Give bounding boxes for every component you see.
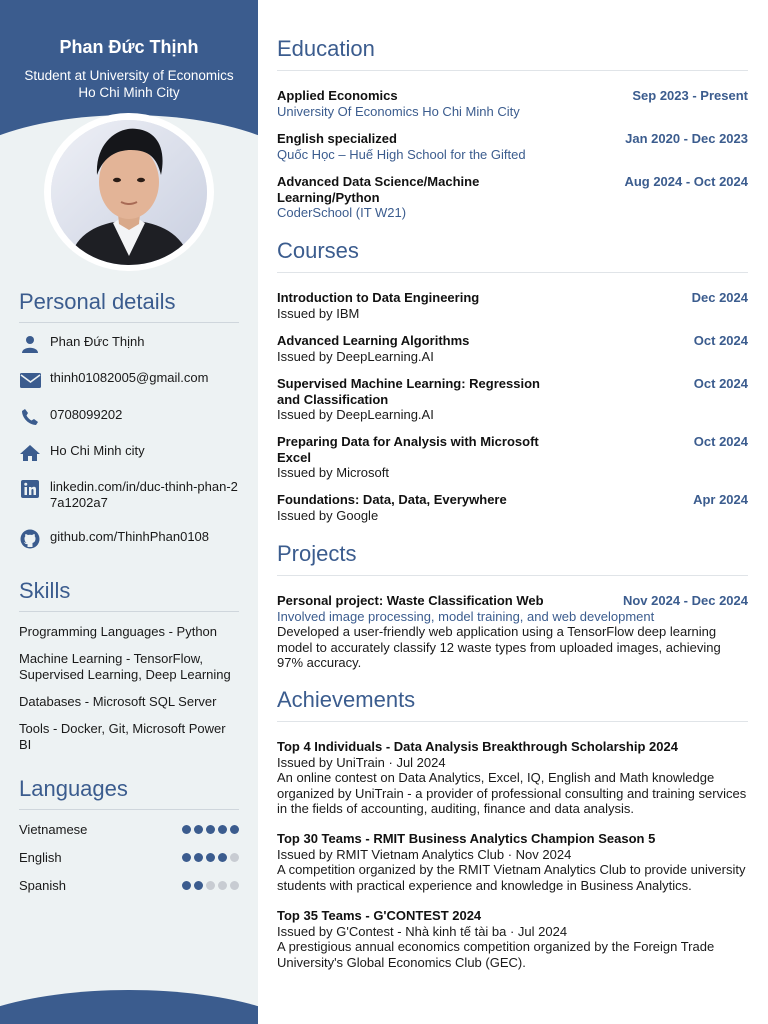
achievement-entry — [277, 739, 748, 817]
level-dot-filled — [206, 853, 215, 862]
profile-photo — [51, 120, 207, 265]
entry-description: A prestigious annual economics competition organized by the Foreign Trade University's Global Economics Club (GEC). — [277, 939, 715, 970]
level-dot-filled — [194, 881, 203, 890]
entry-summary: Involved image processing, model training, and web development — [277, 608, 655, 624]
github-text[interactable]: github.com/ThinhPhan0108 — [50, 529, 210, 544]
language-row — [19, 815, 239, 843]
achievements-heading: Achievements — [277, 687, 748, 722]
education-entry — [277, 174, 748, 221]
location-text: Ho Chi Minh city — [50, 443, 145, 458]
course-entry — [277, 376, 748, 423]
email-text[interactable]: thinh01082005@gmail.com — [50, 370, 209, 385]
linkedin-text[interactable]: linkedin.com/in/duc-thinh-phan-27a1202a7 — [50, 479, 238, 510]
entry-date: Oct 2024 — [693, 434, 748, 449]
skill-item: Programming Languages - Python — [19, 624, 218, 639]
language-level-dots — [182, 825, 239, 834]
github-icon — [19, 529, 41, 549]
entry-description: Developed a user-friendly web application using a TensorFlow deep learning model to accurately classify 12 waste types from uploaded images, achieving 97% accuracy. — [277, 624, 721, 670]
language-name: English — [19, 849, 62, 865]
entry-title: Top 4 Individuals - Data Analysis Breakthrough Scholarship 2024 — [277, 739, 678, 754]
entry-date: Sep 2023 - Present — [632, 88, 748, 103]
level-dot-filled — [218, 853, 227, 862]
level-dot-filled — [206, 825, 215, 834]
level-dot-empty — [230, 881, 239, 890]
linkedin-item[interactable] — [19, 479, 240, 511]
entry-title: Personal project: Waste Classification Web — [277, 593, 544, 608]
skill-item: Databases - Microsoft SQL Server — [19, 694, 217, 709]
education-heading: Education — [277, 36, 748, 71]
course-entry — [277, 290, 748, 321]
courses-heading: Courses — [277, 238, 748, 273]
languages-section — [19, 776, 239, 899]
phone-item[interactable] — [19, 407, 240, 427]
skill-item: Machine Learning - TensorFlow, Supervised Learning, Deep Learning — [19, 651, 231, 682]
language-name: Vietnamese — [19, 821, 88, 837]
entry-institution: University Of Economics Ho Chi Minh City — [277, 103, 520, 119]
level-dot-filled — [194, 853, 203, 862]
email-item[interactable] — [19, 370, 240, 390]
sidebar-footer-curve — [0, 990, 258, 1024]
project-entry — [277, 593, 748, 671]
level-dot-empty — [218, 881, 227, 890]
entry-date: Jan 2020 - Dec 2023 — [625, 131, 748, 146]
achievement-entry — [277, 831, 748, 893]
candidate-name: Phan Đức Thịnh — [59, 37, 199, 57]
entry-issuer: Issued by IBM — [277, 305, 360, 321]
entry-institution: CoderSchool (IT W21) — [277, 205, 407, 220]
level-dot-filled — [194, 825, 203, 834]
personal-details-heading: Personal details — [19, 289, 239, 323]
education-entry — [277, 88, 748, 119]
level-dot-filled — [182, 825, 191, 834]
entry-date: Nov 2024 - Dec 2024 — [622, 593, 748, 608]
person-icon — [19, 334, 41, 354]
language-level-dots — [182, 853, 239, 862]
language-name: Spanish — [19, 877, 66, 893]
level-dot-filled — [182, 881, 191, 890]
language-row — [19, 871, 239, 899]
achievement-entry — [277, 908, 748, 970]
entry-date: Oct 2024 — [693, 376, 748, 391]
entry-issuer: Issued by RMIT Vietnam Analytics Club · Nov 2024 — [277, 846, 572, 862]
level-dot-filled — [218, 825, 227, 834]
skills-heading: Skills — [19, 578, 239, 612]
entry-title: Advanced Data Science/Machine Learning/Python — [277, 174, 480, 205]
sidebar — [0, 0, 258, 1024]
course-entry — [277, 434, 748, 481]
entry-issuer: Issued by Google — [277, 507, 379, 523]
personal-name-item — [19, 334, 240, 354]
phone-icon — [19, 407, 41, 427]
languages-heading: Languages — [19, 776, 239, 810]
education-entry — [277, 131, 748, 162]
entry-issuer: Issued by G'Contest - Nhà kinh tế tài ba · Jul 2024 — [277, 923, 568, 939]
skills-section — [19, 578, 239, 753]
entry-issuer: Issued by DeepLearning.AI — [277, 407, 434, 422]
skill-item: Tools - Docker, Git, Microsoft Power BI — [19, 721, 226, 752]
language-row — [19, 843, 239, 871]
language-level-dots — [182, 881, 239, 890]
entry-title: Foundations: Data, Data, Everywhere — [277, 492, 507, 507]
entry-title: Introduction to Data Engineering — [277, 290, 480, 305]
level-dot-empty — [230, 853, 239, 862]
envelope-icon — [19, 370, 41, 390]
personal-details-section — [19, 289, 239, 544]
location-item — [19, 443, 240, 463]
entry-title: Supervised Machine Learning: Regression and Classification — [277, 376, 540, 407]
entry-title: English specialized — [277, 131, 397, 146]
entry-title: Applied Economics — [277, 88, 398, 103]
entry-title: Top 35 Teams - G'CONTEST 2024 — [277, 908, 482, 923]
entry-date: Oct 2024 — [693, 333, 748, 348]
course-entry — [277, 333, 748, 364]
entry-date: Apr 2024 — [693, 492, 748, 507]
personal-name-text: Phan Đức Thịnh — [50, 334, 145, 349]
entry-date: Aug 2024 - Oct 2024 — [624, 174, 748, 189]
entry-institution: Quốc Học – Huế High School for the Gifted — [277, 146, 526, 162]
entry-issuer: Issued by UniTrain · Jul 2024 — [277, 754, 446, 770]
candidate-tagline: Student at University of Economics Ho Chi Minh City — [24, 68, 234, 100]
level-dot-filled — [182, 853, 191, 862]
entry-title: Preparing Data for Analysis with Microsoft Excel — [277, 434, 539, 465]
home-icon — [19, 443, 41, 463]
entry-description: A competition organized by the RMIT Vietnam Analytics Club to provide university students with practical experience and knowledge in Business Analytics. — [277, 862, 746, 893]
linkedin-icon — [19, 479, 41, 499]
course-entry — [277, 492, 748, 523]
phone-text[interactable]: 0708099202 — [50, 407, 123, 422]
level-dot-empty — [206, 881, 215, 890]
entry-title: Advanced Learning Algorithms — [277, 333, 470, 348]
entry-title: Top 30 Teams - RMIT Business Analytics Champion Season 5 — [277, 831, 656, 846]
projects-heading: Projects — [277, 541, 748, 576]
entry-issuer: Issued by DeepLearning.AI — [277, 348, 434, 364]
entry-date: Dec 2024 — [691, 290, 748, 305]
github-item[interactable] — [19, 529, 240, 549]
entry-issuer: Issued by Microsoft — [277, 465, 389, 480]
level-dot-filled — [230, 825, 239, 834]
entry-description: An online contest on Data Analytics, Excel, IQ, English and Math knowledge organized by UniTrain - a provider of professional consulting and training services in the fields of accounting, auditing, finance and data analysis. — [277, 770, 747, 816]
